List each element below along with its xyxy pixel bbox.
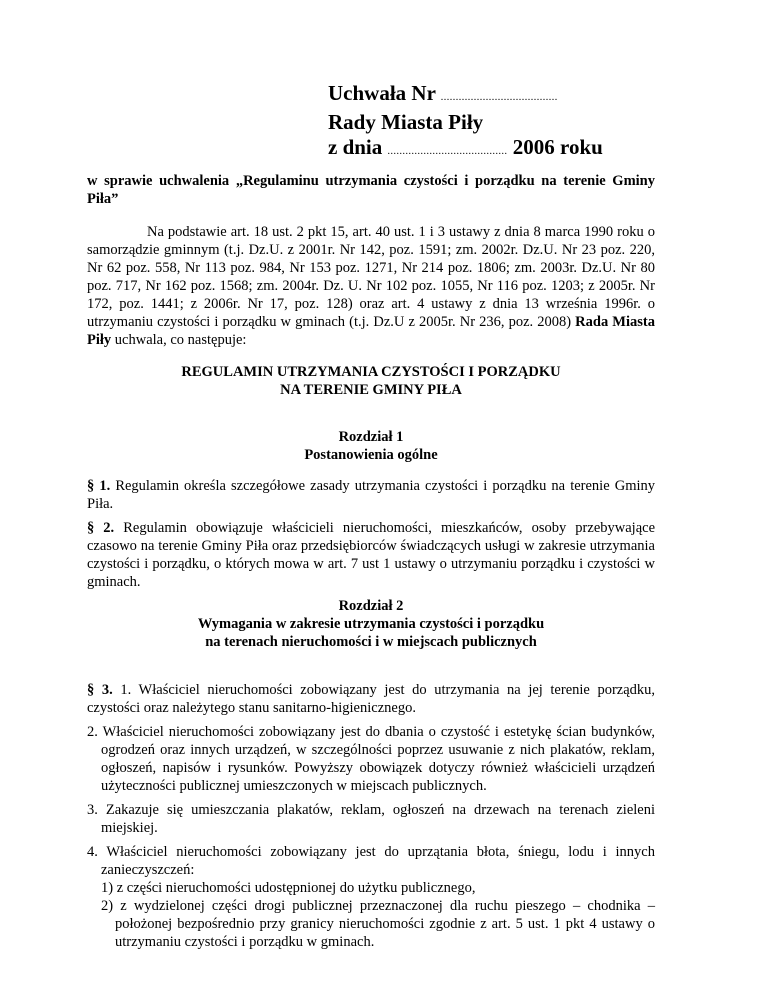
section-3-mark: § 3. [87,682,113,698]
section-1 [87,477,655,513]
chapter-2-title-line-1: Wymagania w zakresie utrzymania czystości i porządku [197,616,545,632]
header-line-3 [328,135,603,164]
section-3-item-4 [87,843,655,951]
resolution-number-label: Uchwała Nr [328,81,436,105]
section-3-item-4-sublist [87,879,655,951]
resolution-subject: w sprawie uchwalenia „Regulaminu utrzymania czystości i porządku na terenie Gminy Piła” [87,173,655,207]
chapter-2-title-line-2: na terenach nieruchomości i w miejscach publicznych [205,634,537,650]
header-line-1 [328,81,603,110]
chapter-1-heading [87,428,655,464]
legal-basis-text: Na podstawie art. 18 ust. 2 pkt 15, art. 40 ust. 1 i 3 ustawy z dnia 8 marca 1990 roku o samorządzie gminnym (t.j. Dz.U. z 2001r. Nr 142, poz. 1591; zm. 2002r. Dz.U. Nr 23 poz. 220, Nr 62 poz. 558, Nr 113 poz. 984, Nr 153 poz. 1271, Nr 214 poz. 1806; zm. 2003r. Dz.U. Nr 80 poz. 717, Nr 162 poz. 1568; zm. 2004r. Dz. U. Nr 102 poz. 1055, Nr 116 poz. 1203; z 2005r. Nr 172, poz. 1441; z 2006r. Nr 17, poz. 128) oraz art. 4 ustawy z dnia 13 września 1996r. o utrzymaniu czystości i porządku w gminach (t.j. Dz.U z 2005r. Nr 236, poz. 2008) [87,224,655,330]
year-label: 2006 roku [512,135,603,159]
section-1-text: Regulamin określa szczegółowe zasady utrzymania czystości i porządku na terenie Gminy Piła. [87,478,656,512]
council-name: Rady Miasta Piły [328,110,484,134]
sublist-item-1: 1) z części nieruchomości udostępnionej do użytku publicznego, [101,880,476,896]
regulation-title [87,363,655,399]
date-dots: ........................................ [387,146,508,157]
legal-basis-tail: uchwala, co następuje: [114,332,247,348]
section-3-item-4-text: 4. Właściciel nieruchomości zobowiązany jest do uprzątania błota, śniegu, lodu i innych zanieczyszczeń: [87,844,655,878]
section-3-item-1-text: 1. Właściciel nieruchomości zobowiązany jest do utrzymania na jej terenie porządku, czystości oraz należytego stanu sanitarno-higienicznego. [87,682,656,716]
legal-basis-paragraph [87,223,655,349]
council-bold: Rada Miasta Piły [87,314,655,348]
section-2 [87,519,655,591]
sublist-item-2: 2) z wydzielonej części drogi publicznej przeznaczonej dla ruchu pieszego – chodnika – położonej bezpośrednio przy granicy nieruchomości zgodnie z art. 5 ust. 1 pkt 4 ustawy o utrzymaniu czystości i porządku w gminach. [101,898,655,950]
regulation-title-line-2: NA TERENIE GMINY PIŁA [280,382,462,398]
document-body [87,172,655,951]
section-2-text: Regulamin obowiązuje właścicieli nieruchomości, mieszkańców, osoby przebywające czasowo na terenie Gminy Piła oraz przedsiębiorców świadczących usługi w zakresie utrzymania czystości i porządku, o których mowa w art. 7 ust 1 ustawy o utrzymaniu porządku i czystości w gminach. [87,520,656,590]
section-1-mark: § 1. [87,478,111,494]
resolution-number-dots: ....................................... [440,92,558,103]
date-label: z dnia [328,135,383,159]
regulation-title-line-1: REGULAMIN UTRZYMANIA CZYSTOŚCI I PORZĄDKU [181,364,561,380]
resolution-header [328,81,603,164]
chapter-1-number: Rozdział 1 [338,429,404,445]
section-3-item-3: 3. Zakazuje się umieszczania plakatów, reklam, ogłoszeń na drzewach na terenach zieleni miejskiej. [87,802,655,836]
section-3-item-2: 2. Właściciel nieruchomości zobowiązany jest do dbania o czystość i estetykę ścian budynków, ogrodzeń oraz innych urządzeń, w szczególności poprzez usuwanie z nich plakatów, reklam, ogłoszeń, napisów i rysunków. Powyższy obowiązek dotyczy również właścicieli urządzeń użyteczności publicznej umieszczonych w miejscach publicznych. [87,724,655,794]
section-2-mark: § 2. [87,520,115,536]
section-3-item-1 [87,681,655,717]
chapter-1-title: Postanowienia ogólne [304,447,438,463]
chapter-2-heading [87,597,655,651]
chapter-2-number: Rozdział 2 [338,598,404,614]
